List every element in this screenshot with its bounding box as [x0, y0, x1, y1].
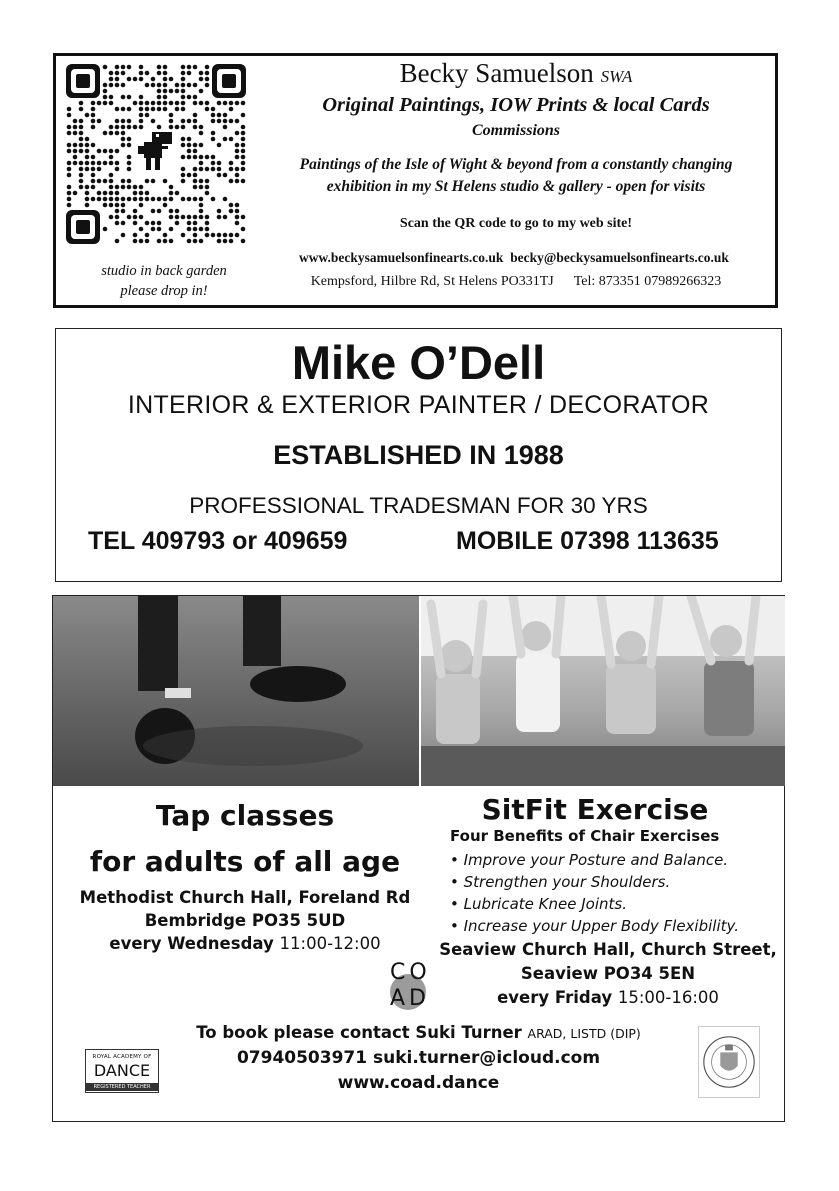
mike-odell-ad: [55, 328, 782, 582]
booking-contact: To book please contact Suki Turner ARAD, LISTD (DIP): [196, 1023, 641, 1042]
mobile-number[interactable]: MOBILE 07398 113635: [456, 527, 719, 555]
experience-line: PROFESSIONAL TRADESMAN FOR 30 YRS: [189, 493, 648, 518]
qr-code[interactable]: [66, 64, 246, 244]
established-line: ESTABLISHED IN 1988: [273, 440, 564, 470]
list-item: • Lubricate Knee Joints.: [450, 893, 739, 915]
becky-samuelson-ad: [53, 53, 778, 308]
headline: Original Paintings, IOW Prints & local Cards: [322, 94, 710, 116]
artist-name: Becky Samuelson SWA: [399, 58, 633, 88]
commissions-label: Commissions: [471, 122, 561, 139]
business-name: Mike O’Dell: [291, 336, 546, 389]
dinosaur-icon: [138, 132, 172, 170]
address-line: Kempsford, Hilbre Rd, St Helens PO331TJ Tel: 873351 07989266323: [310, 274, 722, 289]
coad-dance-ad: [52, 595, 785, 1122]
phone-and-email[interactable]: 07940503971 suki.turner@icloud.com: [236, 1048, 601, 1068]
phone-numbers: Tel: 873351 07989266323: [573, 274, 722, 289]
email-link[interactable]: becky@beckysamuelsonfinearts.co.uk: [510, 250, 729, 265]
list-item: • Strengthen your Shoulders.: [450, 871, 739, 893]
trade-description: INTERIOR & EXTERIOR PAINTER / DECORATOR: [127, 391, 710, 419]
description: Paintings of the Isle of Wight & beyond from a constantly changing exhibition in my St Helens studio & gallery - open for visits: [299, 156, 733, 195]
contact-web: [244, 250, 784, 266]
tap-venue: Methodist Church Hall, Foreland Rd Bembridge PO35 5UD every Wednesday 11:00-12:00: [79, 888, 411, 953]
benefits-list: [450, 849, 739, 937]
scan-note: Scan the QR code to go to my web site!: [399, 216, 633, 231]
sitfit-venue: Seaview Church Hall, Church Street, Seaview PO34 5EN every Friday 15:00-16:00: [439, 940, 777, 1007]
tap-classes-title: Tap classes for adults of all age: [89, 799, 401, 878]
list-item: • Improve your Posture and Balance.: [450, 849, 739, 871]
istd-crest-icon: [698, 1026, 760, 1098]
list-item: • Increase your Upper Body Flexibility.: [450, 915, 739, 937]
coad-logo: CO AD: [390, 960, 431, 1011]
royal-academy-of-dance-logo: ROYAL ACADEMY OF DANCE REGISTERED TEACHER: [85, 1049, 159, 1093]
website-link[interactable]: www.coad.dance: [337, 1073, 500, 1093]
website-link[interactable]: www.beckysamuelsonfinearts.co.uk: [299, 250, 504, 265]
chair-exercise-photo: [421, 596, 785, 786]
telephone-numbers[interactable]: TEL 409793 or 409659: [88, 527, 348, 555]
benefits-heading: Four Benefits of Chair Exercises: [450, 827, 720, 845]
sitfit-title: SitFit Exercise: [481, 793, 709, 826]
tap-dancing-photo: [53, 596, 419, 786]
studio-note: studio in back garden please drop in!: [101, 263, 227, 299]
